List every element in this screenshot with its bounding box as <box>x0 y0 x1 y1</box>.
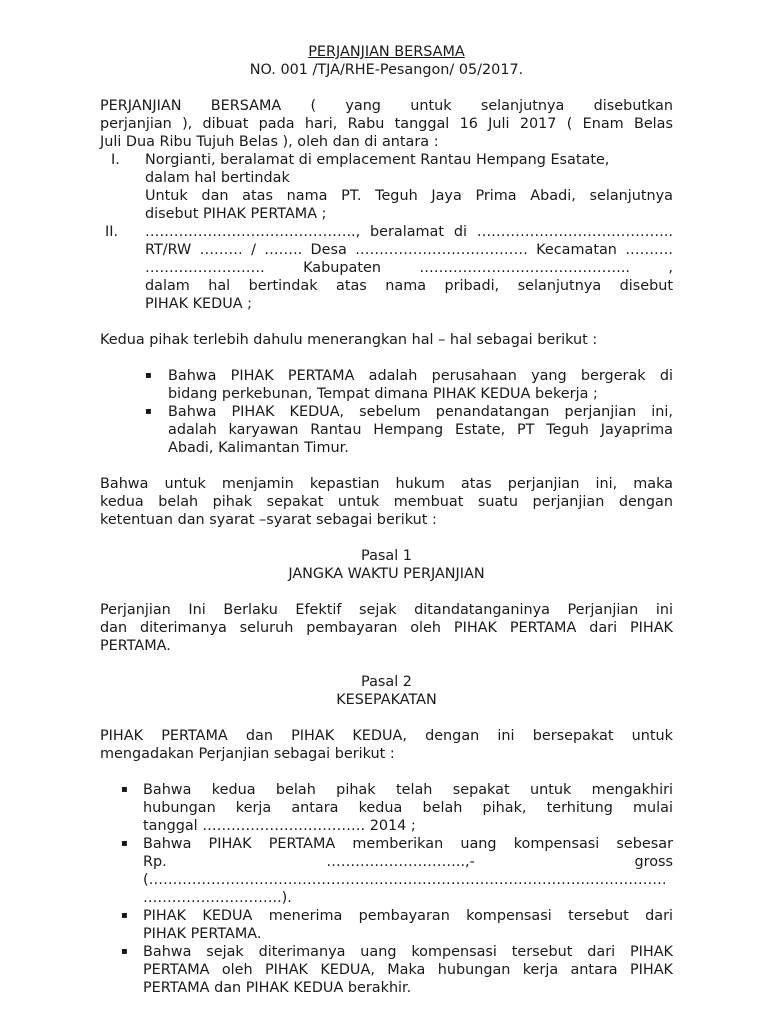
text-line: tanggal ……………………………. 2014 ; <box>143 818 416 834</box>
bullet-icon: ▪ <box>145 370 152 381</box>
text-line: Bahwa kedua belah pihak telah sepakat untuk mengakhiri <box>143 782 673 798</box>
text-line: ………………………..). <box>143 890 292 906</box>
text-line: Juli Dua Ribu Tujuh Belas ), oleh dan di antara : <box>100 134 439 150</box>
text-line: RT/RW ……… / …….. Desa ……………………………… Kecamatan ………. <box>145 242 673 258</box>
bullet-icon: ▪ <box>121 910 128 921</box>
party-number: I. <box>111 152 120 168</box>
text-line: PERTAMA dan PIHAK KEDUA berakhir. <box>143 980 412 996</box>
document-title: PERJANJIAN BERSAMA <box>308 44 465 60</box>
text-line: adalah karyawan Rantau Hempang Estate, PT Teguh Jayaprima <box>168 422 673 438</box>
article-heading: KESEPAKATAN <box>336 692 437 708</box>
text-line: Rp. ………………………..,- gross <box>143 854 673 870</box>
text-line: Norgianti, beralamat di emplacement Rantau Hempang Esatate, <box>145 152 610 168</box>
text-line: PERTAMA. <box>100 638 171 654</box>
text-line: ketentuan dan syarat –syarat sebagai berikut : <box>100 512 437 528</box>
text-line: PIHAK PERTAMA dan PIHAK KEDUA, dengan ini bersepakat untuk <box>100 728 673 744</box>
text-line: mengadakan Perjanjian sebagai berikut : <box>100 746 395 762</box>
text-line: Perjanjian Ini Berlaku Efektif sejak ditandatanganinya Perjanjian ini <box>100 602 673 618</box>
text-line: Untuk dan atas nama PT. Teguh Jaya Prima Abadi, selanjutnya <box>145 188 673 204</box>
text-line: kedua belah pihak sepakat untuk membuat suatu perjanjian dengan <box>100 494 673 510</box>
text-line: dan diterimanya seluruh pembayaran oleh PIHAK PERTAMA dari PIHAK <box>100 620 673 636</box>
text-line: dalam hal bertindak <box>145 170 290 186</box>
text-line: PERTAMA oleh PIHAK KEDUA, Maka hubungan kerja antara PIHAK <box>143 962 673 978</box>
text-line: Bahwa PIHAK PERTAMA adalah perusahaan yang bergerak di <box>168 368 673 384</box>
text-line: Bahwa PIHAK PERTAMA memberikan uang kompensasi sebesar <box>143 836 673 852</box>
text-line: PIHAK KEDUA ; <box>145 296 253 312</box>
text-line: …………………………………….., beralamat di ………………………………….. <box>145 224 673 240</box>
text-line: Bahwa sejak diterimanya uang kompensasi tersebut dari PIHAK <box>143 944 673 960</box>
party-number: II. <box>105 224 119 240</box>
text-line: ……………………. Kabupaten …………………………………….. , <box>145 260 673 276</box>
text-line: (……………………………………………………………………………………………… <box>143 872 667 888</box>
text-line: Bahwa untuk menjamin kepastian hukum atas perjanjian ini, maka <box>100 476 673 492</box>
text-line: hubungan kerja antara kedua belah pihak, terhitung mulai <box>143 800 673 816</box>
text-line: Bahwa PIHAK KEDUA, sebelum penandatangan perjanjian ini, <box>168 404 673 420</box>
text-line: bidang perkebunan, Tempat dimana PIHAK KEDUA bekerja ; <box>168 386 598 402</box>
article-number: Pasal 2 <box>361 674 412 690</box>
text-line: dalam hal bertindak atas nama pribadi, selanjutnya disebut <box>145 278 673 294</box>
document-number: NO. 001 /TJA/RHE-Pesangon/ 05/2017. <box>249 62 524 78</box>
text-line: perjanjian ), dibuat pada hari, Rabu tanggal 16 Juli 2017 ( Enam Belas <box>100 116 673 132</box>
bullet-icon: ▪ <box>121 784 128 795</box>
article-number: Pasal 1 <box>361 548 412 564</box>
article-heading: JANGKA WAKTU PERJANJIAN <box>288 566 485 582</box>
bullet-icon: ▪ <box>145 406 152 417</box>
text-line: PIHAK KEDUA menerima pembayaran kompensasi tersebut dari <box>143 908 673 924</box>
bullet-icon: ▪ <box>121 946 128 957</box>
text-line: Abadi, Kalimantan Timur. <box>168 440 349 456</box>
text-line: PIHAK PERTAMA. <box>143 926 262 942</box>
recital-intro: Kedua pihak terlebih dahulu menerangkan hal – hal sebagai berikut : <box>100 332 598 348</box>
bullet-icon: ▪ <box>121 838 128 849</box>
text-line: PERJANJIAN BERSAMA ( yang untuk selanjutnya disebutkan <box>100 98 673 114</box>
text-line: disebut PIHAK PERTAMA ; <box>145 206 327 222</box>
